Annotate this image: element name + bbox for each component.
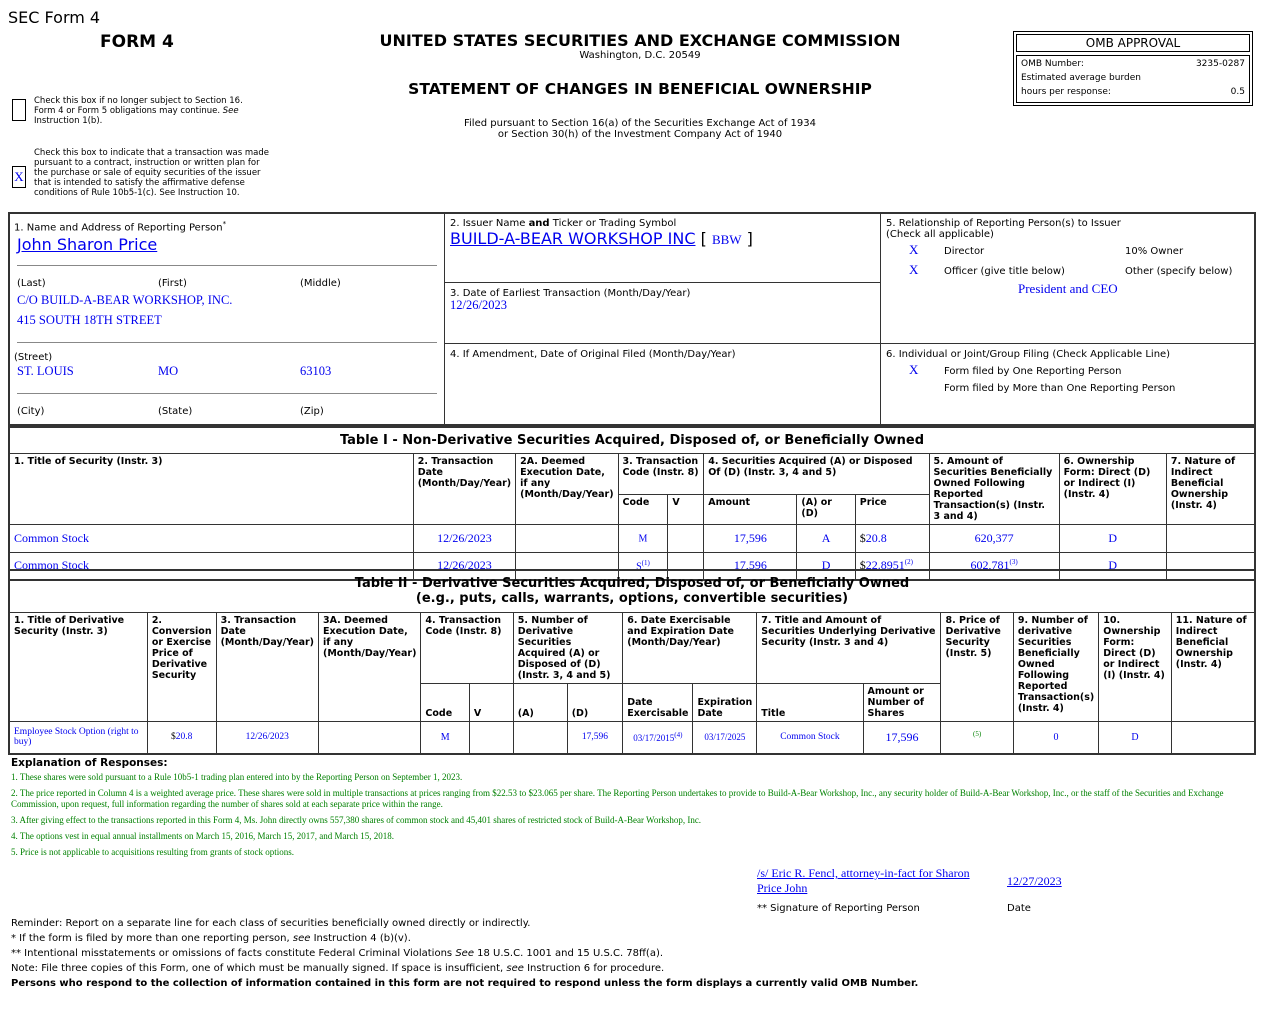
table2-sub-exercisable: Date Exercisable <box>623 683 693 721</box>
omb-approval-box <box>1013 31 1253 106</box>
table2-h6: 6. Date Exercisable and Expiration Date (Month/Day/Year) <box>623 612 757 683</box>
sec-form-title: SEC Form 4 <box>8 8 101 27</box>
box1-label <box>14 220 226 233</box>
issuer-name-link[interactable]: BUILD-A-BEAR WORKSHOP INC <box>450 229 696 248</box>
issuer-line <box>450 229 753 248</box>
t1r2-title: Common Stock <box>9 552 413 580</box>
ticker-close-bracket: ] <box>746 229 753 248</box>
last-label: (Last) <box>17 278 46 289</box>
t2r1-conv-cell <box>147 721 216 754</box>
table2-h3a: 3A. Deemed Execution Date, if any (Month/Day/Year) <box>319 612 421 721</box>
statement-title: STATEMENT OF CHANGES IN BENEFICIAL OWNERSHIP <box>408 80 872 98</box>
table2-sub-d: (D) <box>567 683 623 721</box>
table2-title-2: (e.g., puts, calls, warrants, options, convertible securities) <box>415 591 849 607</box>
box5-label-2: (Check all applicable) <box>886 229 994 240</box>
director-mark: X <box>909 242 919 257</box>
t1r2-price-symbol: $ <box>859 558 866 573</box>
box5-label-1: 5. Relationship of Reporting Person(s) to Issuer <box>886 218 1121 229</box>
city-rule <box>17 393 437 394</box>
ticker-symbol: BBW <box>711 232 742 247</box>
omb-number-label: OMB Number: <box>1021 59 1084 69</box>
state-label: (State) <box>158 406 193 417</box>
table1-sub-v: V <box>668 494 704 524</box>
t2r1-underlying-title: Common Stock <box>757 721 863 754</box>
table-row <box>9 524 1255 552</box>
t2r1-date: 12/26/2023 <box>216 721 318 754</box>
t1r1-title: Common Stock <box>9 524 413 552</box>
t1r2-amount: 17,596 <box>704 552 797 580</box>
t2r1-d: 17,596 <box>567 721 623 754</box>
explanation-item: 3. After giving effect to the transactions reported in this Form 4, Ms. John directly owns 557,380 shares of common stock and 45,401 shares of restricted stock of Build-A-Bear Workshop, Inc. <box>11 815 702 825</box>
t2r1-owned: 0 <box>1013 721 1098 754</box>
t1r1-owned-cell <box>929 524 1059 552</box>
street-label: (Street) <box>14 352 53 363</box>
table2-sub-title: Title <box>757 683 863 721</box>
reminder-line-4 <box>11 961 1256 976</box>
divider-4 <box>445 343 1255 344</box>
box6-label: 6. Individual or Joint/Group Filing (Check Applicable Line) <box>886 349 1171 360</box>
t1r1-form: D <box>1059 524 1166 552</box>
filed-pursuant <box>340 118 940 140</box>
t2r1-price-cell <box>941 721 1013 754</box>
other-label: Other (specify below) <box>1125 266 1233 277</box>
ticker-open-bracket: [ <box>700 229 707 248</box>
box2-label-b: Ticker or Trading Symbol <box>552 218 677 229</box>
reporting-person-name[interactable]: John Sharon Price <box>17 235 158 254</box>
form-number: FORM 4 <box>100 32 174 52</box>
explanation-item: 4. The options vest in equal annual installments on March 15, 2016, March 15, 2017, and March 15, 2018. <box>11 831 395 841</box>
t1r2-form: D <box>1059 552 1166 580</box>
agency-address: Washington, D.C. 20549 <box>579 50 701 61</box>
table1-h1: 1. Title of Security (Instr. 3) <box>9 453 413 524</box>
table2-sub-code: Code <box>421 683 469 721</box>
t1r2-owned: 602,781 <box>970 558 1010 573</box>
table1-h6: 6. Ownership Form: Direct (D) or Indirect (I) (Instr. 4) <box>1059 453 1166 524</box>
zip-value: 63103 <box>300 364 332 378</box>
box3-label: 3. Date of Earliest Transaction (Month/Day/Year) <box>450 288 691 299</box>
reminder-line-3b: 18 U.S.C. 1001 and 15 U.S.C. 78ff(a). <box>477 948 664 959</box>
table1-h7: 7. Nature of Indirect Beneficial Ownership (Instr. 4) <box>1166 453 1255 524</box>
t1r2-price: 22.8951 <box>865 558 905 573</box>
officer-title: President and CEO <box>1018 281 1118 296</box>
table1-h3: 3. Transaction Code (Instr. 8) <box>618 453 704 494</box>
table2-h3: 3. Transaction Date (Month/Day/Year) <box>216 612 318 721</box>
t2r1-price-fn: (5) <box>973 729 982 738</box>
director-label: Director <box>944 246 985 257</box>
more-persons-label: Form filed by More than One Reporting Person <box>944 383 1176 394</box>
t1r1-price: 20.8 <box>865 530 887 545</box>
t2r1-a <box>513 721 567 754</box>
reminder-line-3a: ** Intentional misstatements or omissions of facts constitute Federal Criminal Violations <box>11 948 453 959</box>
table2-h8: 8. Price of Derivative Security (Instr. 5) <box>941 612 1013 721</box>
t1r1-price-cell <box>855 524 929 552</box>
t1r1-amount: 17,596 <box>704 524 797 552</box>
t1r1-code: M <box>638 533 648 545</box>
table2-h1: 1. Title of Derivative Security (Instr. 3) <box>9 612 147 721</box>
t2r1-code: M <box>421 721 469 754</box>
t2r1-conv-symbol: $ <box>171 732 176 743</box>
one-person-mark: X <box>909 362 919 377</box>
table2-sub-expiration: Expiration Date <box>693 683 757 721</box>
table2-h2: 2. Conversion or Exercise Price of Derivative Security <box>147 612 216 721</box>
omb-burden-label: Estimated average burden <box>1021 73 1141 83</box>
box5-label <box>886 218 1121 240</box>
state-value: MO <box>158 364 179 378</box>
table2-h10: 10. Ownership Form: Direct (D) or Indirect (I) (Instr. 4) <box>1099 612 1172 721</box>
omb-hours-label: hours per response: <box>1021 87 1111 97</box>
signature-name[interactable]: /s/ Eric R. Fencl, attorney-in-fact for Sharon Price John <box>757 866 970 895</box>
reminder-line-1: Reminder: Report on a separate line for each class of securities beneficially owned directly or indirectly. <box>11 918 531 929</box>
t1r1-deemed <box>516 524 618 552</box>
table1-sub-price: Price <box>855 494 929 524</box>
reminder-line-2-see: see <box>292 933 311 944</box>
reminder-line-2a: * If the form is filed by more than one reporting person, <box>11 933 290 944</box>
table2-h9: 9. Number of derivative Securities Beneficially Owned Following Reported Transaction(s) (Instr. 4) <box>1013 612 1098 721</box>
first-label: (First) <box>158 278 187 289</box>
signature-label: ** Signature of Reporting Person <box>757 903 920 914</box>
reminder-line-3 <box>11 946 1256 961</box>
filed-line-1: Filed pursuant to Section 16(a) of the Securities Exchange Act of 1934 <box>464 118 816 129</box>
table2-title-1: Table II - Derivative Securities Acquired, Disposed of, or Beneficially Owned <box>354 576 910 592</box>
name-rule <box>17 265 437 266</box>
reminder-line-4a: Note: File three copies of this Form, one of which must be manually signed. If space is insufficient, <box>11 963 504 974</box>
ten-percent-owner-label: 10% Owner <box>1125 246 1184 257</box>
reminder-line-2b: Instruction 4 (b)(v). <box>313 933 411 944</box>
divider-2 <box>880 212 881 426</box>
explanation-title: Explanation of Responses: <box>11 757 168 769</box>
table2-h7: 7. Title and Amount of Securities Underlying Derivative Security (Instr. 3 and 4) <box>757 612 941 683</box>
table1-sub-amount: Amount <box>704 494 797 524</box>
table2-h4: 4. Transaction Code (Instr. 8) <box>421 612 513 683</box>
explanation-item: 1. These shares were sold pursuant to a Rule 10b5-1 trading plan entered into by the Reporting Person on September 1, 2023. <box>11 772 463 782</box>
t1r1-date: 12/26/2023 <box>413 524 515 552</box>
t1r2-price-fn: (2) <box>904 558 913 567</box>
rule10b5-check-mark: X <box>14 169 24 184</box>
t1r1-price-symbol: $ <box>859 530 866 545</box>
reminder-line-5: Persons who respond to the collection of information contained in this form are not required to respond unless the form displays a currently valid OMB Number. <box>11 978 919 989</box>
t2r1-exercisable: 03/17/2015 <box>633 733 675 744</box>
box1-star: * <box>222 220 227 228</box>
box2-label <box>450 218 676 229</box>
address-line-2: 415 SOUTH 18TH STREET <box>17 313 162 327</box>
table-2 <box>8 569 1256 755</box>
earliest-transaction-date: 12/26/2023 <box>450 298 507 312</box>
section16-text-a: Check this box if no longer subject to Section 16. Form 4 or Form 5 obligations may continue. <box>34 96 243 116</box>
table1-h2: 2. Transaction Date (Month/Day/Year) <box>413 453 515 524</box>
divider-3 <box>445 282 880 283</box>
t2r1-deemed <box>319 721 421 754</box>
t1r2-owned-fn: (3) <box>1009 558 1018 567</box>
t2r1-title: Employee Stock Option (right to buy) <box>9 721 147 754</box>
agency-title: UNITED STATES SECURITIES AND EXCHANGE COMMISSION <box>379 31 901 50</box>
rule10b5-checkbox-text: Check this box to indicate that a transaction was made pursuant to a contract, instruction or written plan for the purchase or sale of equity securities of the issuer that is intended to satisfy the affirmative defense conditions of Rule 10b5-1(c). See Instruction 10. <box>34 148 270 198</box>
explanation-list <box>11 772 1256 858</box>
t2r1-exercisable-cell <box>623 721 693 754</box>
reminder-line-4b: Instruction 6 for procedure. <box>527 963 665 974</box>
omb-details <box>1016 55 1250 103</box>
city-value: ST. LOUIS <box>17 364 74 378</box>
table1-sub-code: Code <box>618 494 668 524</box>
filed-line-2: or Section 30(h) of the Investment Company Act of 1940 <box>497 129 783 140</box>
section16-text-b: Instruction 1(b). <box>34 116 103 126</box>
table1-title: Table I - Non-Derivative Securities Acquired, Disposed of, or Beneficially Owned <box>9 427 1255 453</box>
middle-label: (Middle) <box>300 278 341 289</box>
t2r1-exercisable-fn: (4) <box>674 731 683 740</box>
t2r1-form: D <box>1099 721 1172 754</box>
t1r2-code-fn: (1) <box>641 559 650 568</box>
table2-sub-v: V <box>469 683 513 721</box>
one-person-label: Form filed by One Reporting Person <box>944 366 1122 377</box>
t2r1-nature <box>1171 721 1255 754</box>
table2-title <box>9 570 1255 612</box>
table1-sub-a-or-d: (A) or (D) <box>797 494 855 524</box>
officer-label: Officer (give title below) <box>944 266 1065 277</box>
t1r1-owned: 620,377 <box>974 530 1014 545</box>
section16-see: See <box>222 106 239 116</box>
t1r1-a-or-d: A <box>797 524 855 552</box>
t1r1-code-cell <box>618 524 668 552</box>
table1-h5: 5. Amount of Securities Beneficially Owned Following Reported Transaction(s) (Instr. 3 and 4) <box>929 453 1059 524</box>
t1r2-a-or-d: D <box>797 552 855 580</box>
table1-h2a: 2A. Deemed Execution Date, if any (Month/Day/Year) <box>516 453 618 524</box>
t2r1-underlying-amount: 17,596 <box>863 721 941 754</box>
zip-label: (Zip) <box>300 406 324 417</box>
table2-h11: 11. Nature of Indirect Beneficial Ownership (Instr. 4) <box>1171 612 1255 721</box>
table2-h5: 5. Number of Derivative Securities Acquired (A) or Disposed of (D) (Instr. 3, 4 and 5) <box>513 612 622 683</box>
address-rule <box>17 342 437 343</box>
table-row <box>9 721 1255 754</box>
reminder-line-4-see: see <box>506 963 524 974</box>
explanation-item: 5. Price is not applicable to acquisitions resulting from grants of stock options. <box>11 847 294 857</box>
t2r1-v <box>469 721 513 754</box>
t1r1-v <box>668 524 704 552</box>
address-line-1: C/O BUILD-A-BEAR WORKSHOP, INC. <box>17 293 233 307</box>
box2-label-and: and <box>528 218 550 229</box>
city-label: (City) <box>17 406 45 417</box>
reminder-line-2 <box>11 931 1256 946</box>
section16-checkbox[interactable] <box>12 99 26 121</box>
divider-1 <box>444 212 445 426</box>
explanation-item: 2. The price reported in Column 4 is a weighted average price. These shares were sold in multiple transactions at prices ranging from $22.53 to $23.065 per share. The Reporting Person undertakes to provide to Build-A-Bear Workshop, Inc., any security holder of Build-A-Bear Workshop, Inc., or the staff of the Securities and Exchange Commission, upon request, full information regarding the number of shares sold at each separate price within the range. <box>11 788 1224 809</box>
reminder-line-3-see: See <box>455 948 474 959</box>
omb-number: 3235-0287 <box>1195 59 1245 69</box>
t1r1-nature <box>1166 524 1255 552</box>
reminder-block <box>11 916 1256 991</box>
t1r2-date: 12/26/2023 <box>413 552 515 580</box>
t2r1-conv: 20.8 <box>175 732 193 743</box>
date-label: Date <box>1007 903 1031 914</box>
table-1 <box>8 426 1256 581</box>
omb-title: OMB APPROVAL <box>1016 34 1250 52</box>
t2r1-expiration: 03/17/2025 <box>693 721 757 754</box>
table1-h4: 4. Securities Acquired (A) or Disposed Of (D) (Instr. 3, 4 and 5) <box>704 453 929 494</box>
box4-label: 4. If Amendment, Date of Original Filed (Month/Day/Year) <box>450 349 736 360</box>
omb-hours: 0.5 <box>1230 87 1245 97</box>
box1-label-text: 1. Name and Address of Reporting Person <box>14 222 223 234</box>
officer-mark: X <box>909 262 919 277</box>
box2-label-a: 2. Issuer Name <box>450 218 526 229</box>
table2-sub-amount: Amount or Number of Shares <box>863 683 941 721</box>
rule10b5-checkbox[interactable] <box>12 166 26 188</box>
table2-sub-a: (A) <box>513 683 567 721</box>
signature-date[interactable]: 12/27/2023 <box>1007 874 1062 888</box>
section16-checkbox-text <box>34 96 264 126</box>
t1r2-code: S <box>636 561 642 573</box>
